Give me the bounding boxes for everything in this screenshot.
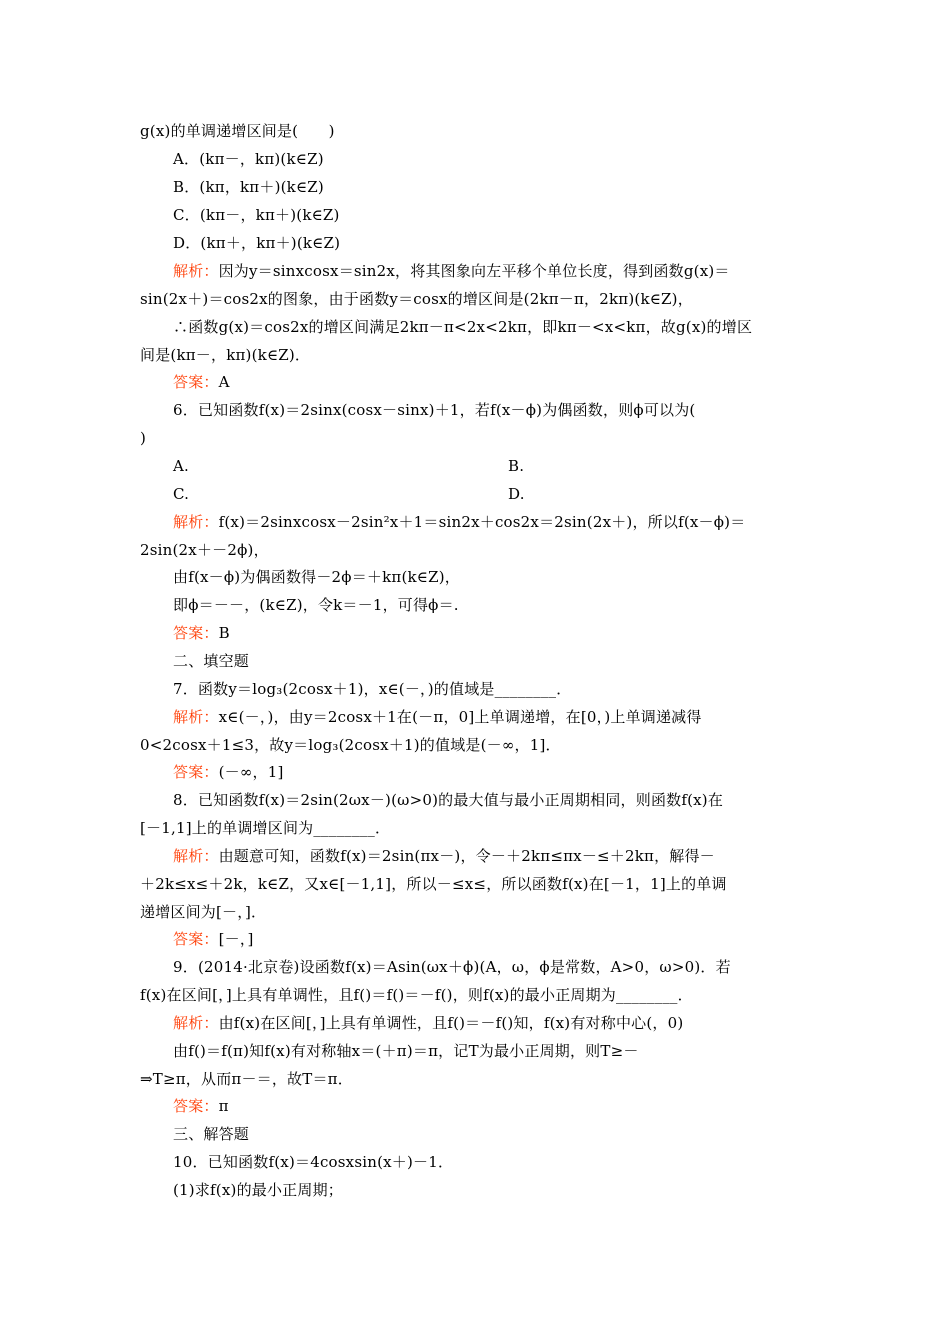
solution-6-line-2: 2sin(2x＋－2ϕ)，: [140, 541, 269, 559]
question-9-stem-end: f(x)在区间[，]上具有单调性，且f()＝f()＝－f()，则f(x)的最小正周期为________．: [140, 986, 693, 1004]
solution-text: 由题意可知，函数f(x)＝2sin(πx－)，令－＋2kπ≤πx－≤＋2kπ，解得－: [218, 847, 715, 865]
solution-9-line-1: [173, 1013, 683, 1033]
question-6-stem: 6．已知函数f(x)＝2sinx(cosx－sinx)＋1，若f(x－ϕ)为偶函数，则ϕ可以为(: [173, 401, 696, 419]
question-7-stem: 7．函数y＝log₃(2cosx＋1)，x∈(－，)的值域是________．: [173, 680, 572, 698]
question-10-stem: 10．已知函数f(x)＝4cosxsin(x＋)－1．: [173, 1153, 454, 1171]
answer-text: B: [218, 624, 230, 642]
answer-9: [173, 1096, 229, 1116]
answer-6: [173, 623, 230, 643]
option-c: C.: [173, 485, 190, 503]
answer-text: π: [218, 1097, 229, 1115]
answer-label: 答案：: [173, 930, 219, 948]
solution-label: 解析：: [173, 513, 219, 531]
option-a: A.: [173, 457, 190, 475]
solution-label: 解析：: [173, 262, 219, 280]
option-b: B．(kπ，kπ＋)(k∈Z): [173, 178, 324, 196]
solution-6-line-1: [173, 512, 745, 532]
answer-label: 答案：: [173, 1097, 219, 1115]
solution-5-line-4: 间是(kπ－，kπ)(k∈Z)．: [140, 346, 311, 364]
answer-text: [－，]: [218, 930, 254, 948]
answer-text: A: [218, 373, 230, 391]
answer-label: 答案：: [173, 763, 219, 781]
solution-label: 解析：: [173, 1014, 219, 1032]
solution-8-line-3: 递增区间为[－，]．: [140, 903, 267, 921]
solution-5-line-1: [173, 261, 730, 281]
solution-text: f(x)＝2sinxcosx－2sin²x＋1＝sin2x＋cos2x＝2sin(2x＋)，所以f(x－ϕ)＝: [218, 513, 746, 531]
question-10-part-1: (1)求f(x)的最小正周期；: [173, 1181, 343, 1199]
solution-text: 因为y＝sinxcosx＝sin2x，将其图象向左平移个单位长度，得到函数g(x)＝: [218, 262, 730, 280]
solution-7-line-1: [173, 707, 702, 727]
answer-text: (－∞，1]: [218, 763, 284, 781]
solution-text: x∈(－，)，由y＝2cosx＋1在(－π，0]上单调递增，在[0，)上单调递减得: [218, 708, 702, 726]
solution-9-line-3: ⇒T≥π，从而π－＝，故T＝π．: [140, 1070, 353, 1088]
solution-8-line-2: ＋2k≤x≤＋2k，k∈Z，又x∈[－1,1]，所以－≤x≤，所以函数f(x)在[－1，1]上的单调: [140, 875, 727, 893]
option-d: D.: [508, 485, 525, 503]
solution-text: 由f(x)在区间[，]上具有单调性，且f()＝－f()知，f(x)有对称中心(，0): [218, 1014, 684, 1032]
option-c: C．(kπ－，kπ＋)(k∈Z): [173, 206, 340, 224]
solution-label: 解析：: [173, 708, 219, 726]
section-heading-solve: 三、解答题: [173, 1125, 250, 1143]
question-5-stem-end: g(x)的单调递增区间是( ): [140, 122, 335, 140]
option-d: D．(kπ＋，kπ＋)(k∈Z): [173, 234, 341, 252]
question-8-stem: 8．已知函数f(x)＝2sin(2ωx－)(ω>0)的最大值与最小正周期相同，则函数f(x)在: [173, 791, 724, 809]
answer-8: [173, 929, 254, 949]
answer-label: 答案：: [173, 624, 219, 642]
answer-5: [173, 372, 230, 392]
question-8-stem-end: [－1,1]上的单调增区间为________．: [140, 819, 391, 837]
solution-9-line-2: 由f()＝f(π)知f(x)有对称轴x＝(＋π)＝π，记T为最小正周期，则T≥－: [173, 1042, 639, 1060]
solution-5-line-3: ∴函数g(x)＝cos2x的增区间满足2kπ－π<2x<2kπ，即kπ－<x<kπ，故g(x)的增区: [173, 318, 753, 336]
option-a: A．(kπ－，kπ)(k∈Z): [173, 150, 324, 168]
answer-label: 答案：: [173, 373, 219, 391]
solution-6-line-4: 即ϕ＝－－，(k∈Z)，令k＝－1，可得ϕ＝.: [173, 596, 459, 614]
question-9-stem: 9．(2014·北京卷)设函数f(x)＝Asin(ωx＋ϕ)(A，ω，ϕ是常数，A>0，ω>0)．若: [173, 958, 731, 976]
answer-7: [173, 762, 284, 782]
solution-5-line-2: sin(2x＋)＝cos2x的图象，由于函数y＝cosx的增区间是(2kπ－π，2kπ)(k∈Z)，: [140, 290, 693, 308]
solution-6-line-3: 由f(x－ϕ)为偶函数得－2ϕ＝＋kπ(k∈Z)，: [173, 568, 460, 586]
question-6-stem-end: ): [140, 429, 147, 447]
solution-7-line-2: 0<2cosx＋1≤3，故y＝log₃(2cosx＋1)的值域是(－∞，1]．: [140, 736, 561, 754]
solution-label: 解析：: [173, 847, 219, 865]
section-heading-fill-in: 二、填空题: [173, 652, 250, 670]
option-b: B.: [508, 457, 525, 475]
solution-8-line-1: [173, 846, 715, 866]
